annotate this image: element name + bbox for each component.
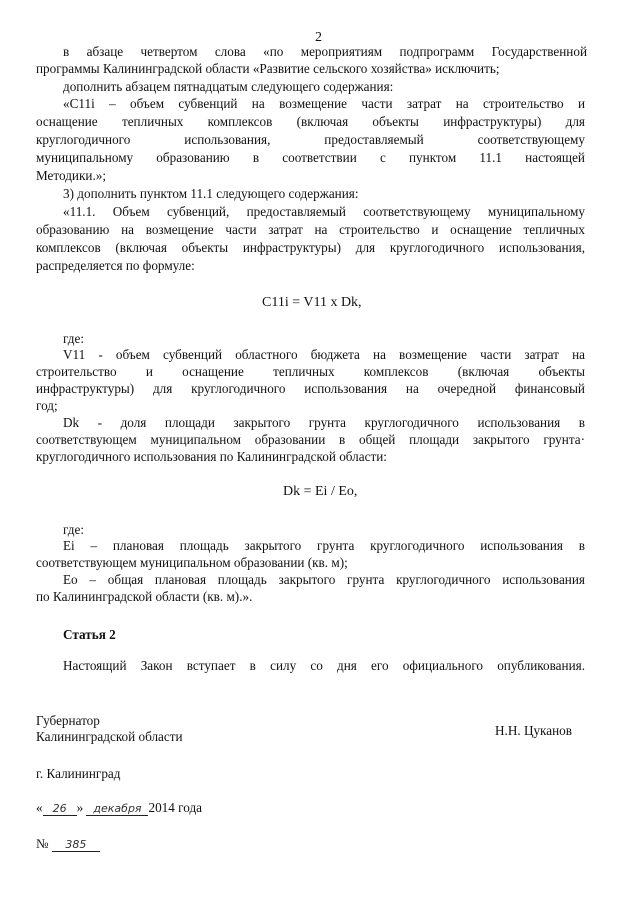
paragraph-line: образованию на возмещение части затрат на строительство и оснащение тепличных [36,222,585,237]
number-line [36,836,100,852]
article-title: Статья 2 [63,627,116,642]
paragraph-line: в абзаце четвертом слова «по мероприятиям подпрограмм Государственной [63,44,587,59]
definition-line: по Калининградской области (кв. м).». [36,589,253,604]
date-open-quote: « [36,800,43,815]
paragraph-line: «C11i – объем субвенций на возмещение части затрат на строительство и [63,96,585,111]
paragraph-line: комплексов (включая объекты инфраструктуры) для круглогодичного использования, [36,240,585,255]
date-year: 2014 года [148,800,203,815]
definition-line: соответствующем муниципальном образовании в общей площади закрытого грунта· [36,432,585,447]
signatory-name: Н.Н. Цуканов [495,723,572,738]
definition-line: соответствующем муниципальном образовании (кв. м); [36,555,348,570]
paragraph-line: распределяется по формуле: [36,258,195,273]
definition-line: строительство и оснащение тепличных комплексов (включая объекты [36,364,585,379]
paragraph-line: дополнить абзацем пятнадцатым следующего содержания: [63,79,394,94]
definition-line: круглогодичного использования по Калининградской области: [36,449,387,464]
formula: C11i = V11 x Dk, [262,295,362,310]
date-close-quote: » [76,800,84,815]
paragraph-line: «11.1. Объем субвенций, предоставляемый соответствующему муниципальному [63,204,585,219]
formula: Dk = Ei / Eo, [283,484,358,499]
number-label: № [36,836,49,851]
where-label: где: [63,522,84,537]
definition-line: Eo – общая плановая площадь закрытого грунта круглогодичного использования [63,572,585,587]
paragraph-line: оснащение тепличных комплексов (включая объекты инфраструктуры) для [36,114,585,129]
date-day: 26 [43,803,77,816]
definition-line: Ei – плановая площадь закрытого грунта круглогодичного использования в [63,538,585,553]
paragraph-line: 3) дополнить пунктом 11.1 следующего содержания: [63,186,359,201]
where-label: где: [63,331,84,346]
definition-line: V11 - объем субвенций областного бюджета на возмещение части затрат на [63,347,585,362]
page-number: 2 [315,30,322,45]
number-value: 385 [52,839,100,852]
paragraph-line: муниципальному образованию в соответствии с пунктом 11.1 настоящей [36,150,585,165]
article-text: Настоящий Закон вступает в силу со дня его официального опубликования. [63,658,585,673]
date-month: декабря [86,803,148,816]
paragraph-line: программы Калининградской области «Развитие сельского хозяйства» исключить; [36,61,500,76]
paragraph-line: Методики.»; [36,168,106,183]
definition-line: инфраструктуры) для круглогодичного использования на очередной финансовый [36,381,585,396]
paragraph-line: круглогодичного использования, предоставляемый соответствующему [36,132,585,147]
definition-line: Dk - доля площади закрытого грунта круглогодичного использования в [63,415,585,430]
definition-line: год; [36,398,58,413]
signatory-title-line1: Губернатор [36,713,100,728]
date-line [36,800,202,816]
signatory-title-line2: Калининградской области [36,729,183,744]
place: г. Калининград [36,766,121,781]
